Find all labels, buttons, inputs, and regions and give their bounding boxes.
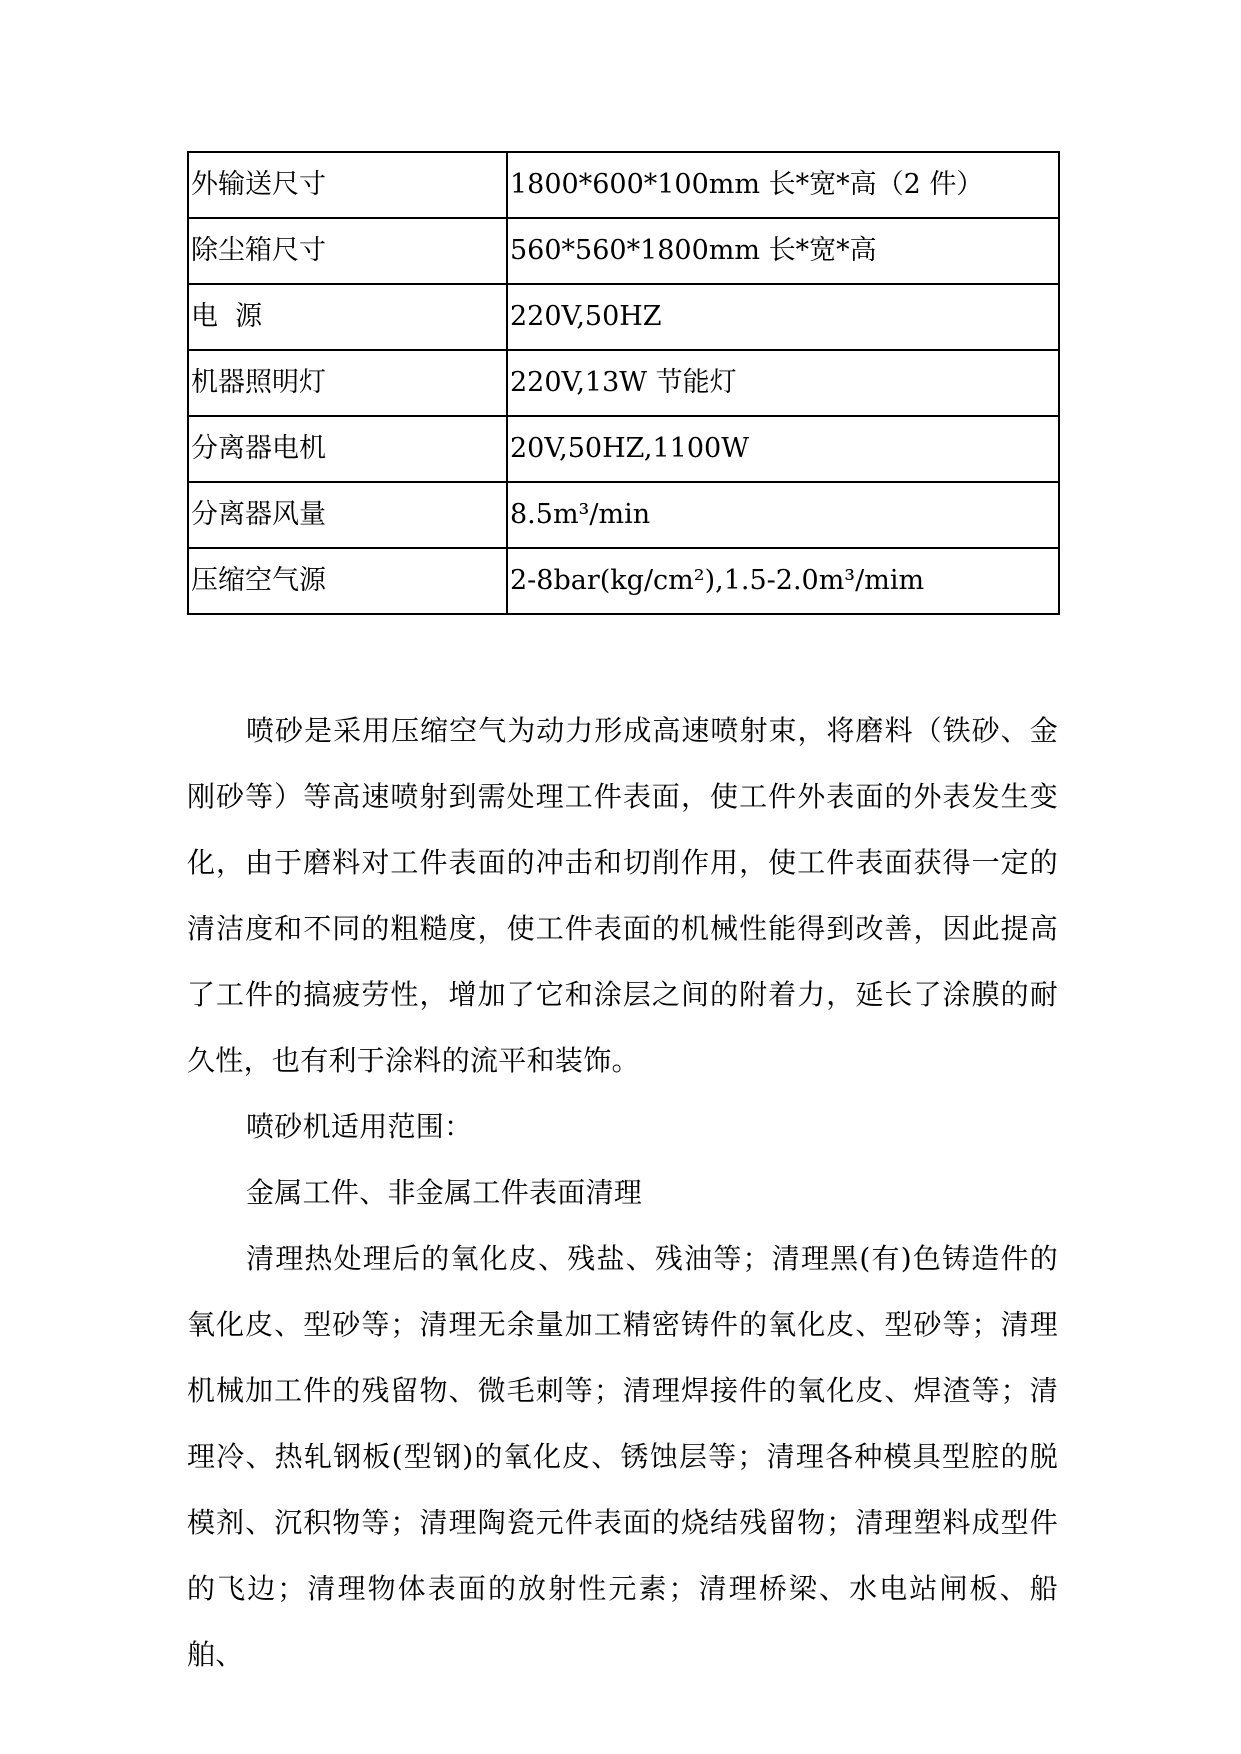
table-row	[188, 152, 1059, 218]
spec-value: 2-8bar(kg/cm²),1.5-2.0m³/mim	[507, 548, 1059, 614]
table-row	[188, 548, 1059, 614]
spec-label: 压缩空气源	[188, 548, 507, 614]
table-row	[188, 350, 1059, 416]
paragraph-scope-heading: 喷砂机适用范围：	[246, 1110, 473, 1143]
spec-label: 分离器电机	[188, 416, 507, 482]
spec-label: 外输送尺寸	[188, 152, 507, 218]
paragraph-scope-summary: 金属工件、非金属工件表面清理	[246, 1176, 643, 1209]
spec-value: 8.5m³/min	[507, 482, 1059, 548]
spec-value: 1800*600*100mm 长*宽*高（2 件）	[507, 152, 1059, 218]
spec-label: 电 源	[188, 284, 507, 350]
paragraph-sandblasting-intro: 喷砂是采用压缩空气为动力形成高速喷射束，将磨料（铁砂、金刚砂等）等高速喷射到需处理工件表面，使工件外表面的外表发生变化，由于磨料对工件表面的冲击和切削作用，使工件表面获得一定的清洁度和不同的粗糙度，使工件表面的机械性能得到改善，因此提高了工件的搞疲劳性，增加了它和涂层之间的附着力，延长了涂膜的耐久性，也有利于涂料的流平和装饰。	[187, 714, 1058, 1077]
spec-value: 20V,50HZ,1100W	[507, 416, 1059, 482]
spec-label: 除尘箱尺寸	[188, 218, 507, 284]
spec-table	[187, 151, 1060, 615]
spec-value: 220V,13W 节能灯	[507, 350, 1059, 416]
table-row	[188, 482, 1059, 548]
table-row	[188, 218, 1059, 284]
spec-label: 机器照明灯	[188, 350, 507, 416]
table-row	[188, 284, 1059, 350]
table-row	[188, 416, 1059, 482]
paragraph-scope-details: 清理热处理后的氧化皮、残盐、残油等；清理黑(有)色铸造件的氧化皮、型砂等；清理无余量加工精密铸件的氧化皮、型砂等；清理机械加工件的残留物、微毛刺等；清理焊接件的氧化皮、焊渣等；清理冷、热轧钢板(型钢)的氧化皮、锈蚀层等；清理各种模具型腔的脱模剂、沉积物等；清理陶瓷元件表面的烧结残留物；清理塑料成型件的飞边；清理物体表面的放射性元素；清理桥梁、水电站闸板、船舶、	[187, 1242, 1058, 1671]
body-text	[187, 698, 1058, 1688]
spec-value: 220V,50HZ	[507, 284, 1059, 350]
spec-value: 560*560*1800mm 长*宽*高	[507, 218, 1059, 284]
spec-label: 分离器风量	[188, 482, 507, 548]
